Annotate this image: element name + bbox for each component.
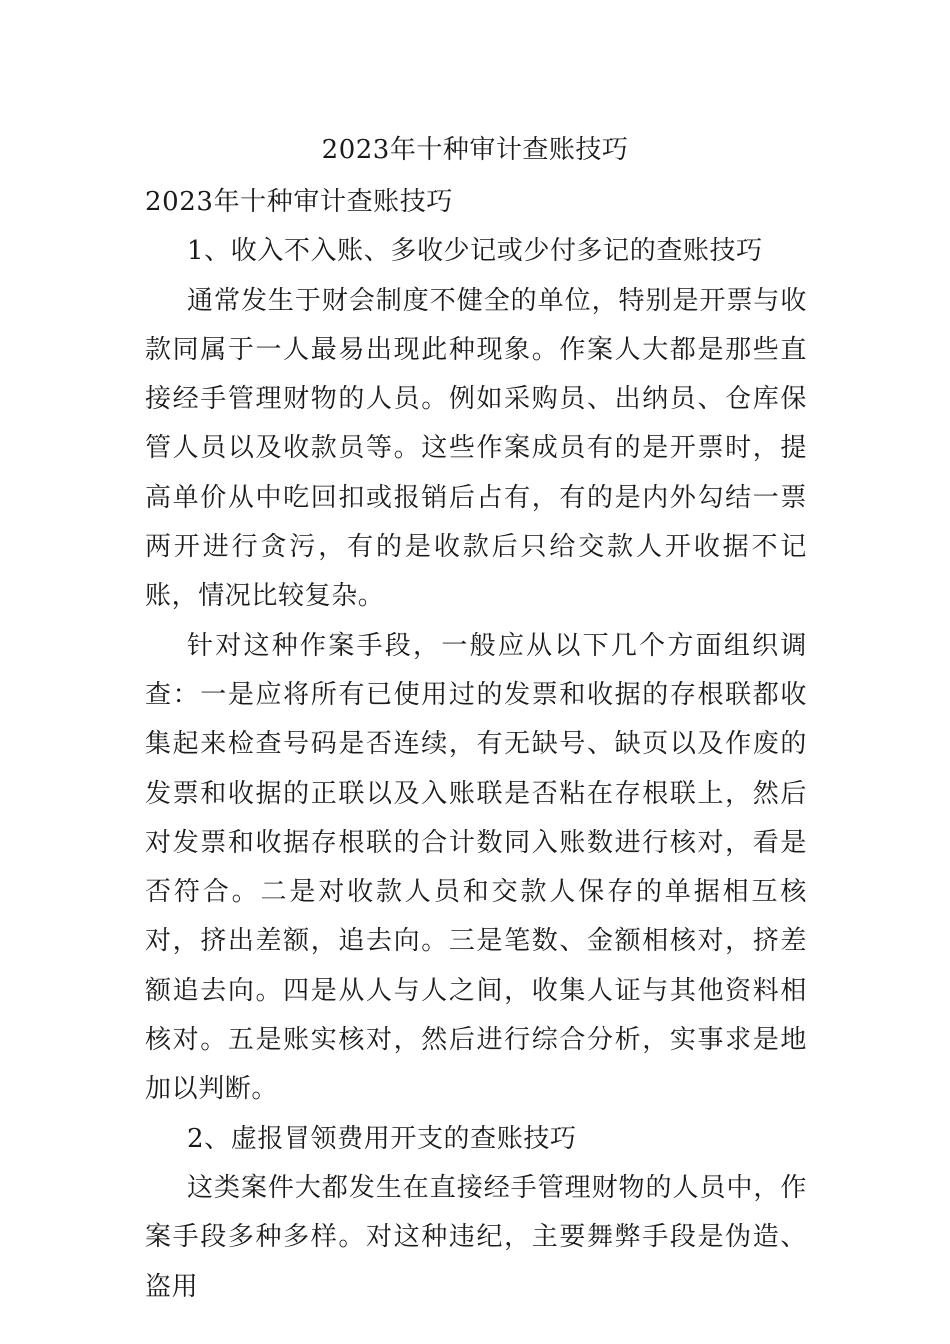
body-paragraph: 这类案件大都发生在直接经手管理财物的人员中，作案手段多种多样。对这种违纪，主要舞弊手段是伪造、盗用	[145, 1172, 807, 1302]
document-title: 2023年十种审计查账技巧	[321, 135, 629, 165]
section-heading-2: 2、虚报冒领费用开支的查账技巧	[187, 1123, 577, 1154]
section-heading-1: 1、收入不入账、多收少记或少付多记的查账技巧	[187, 236, 763, 267]
body-paragraph: 针对这种作案手段，一般应从以下几个方面组织调查：一是应将所有已使用过的发票和收据的存根联都收集起来检查号码是否连续，有无缺号、缺页以及作废的发票和收据的正联以及入账联是否粘在存根联上，然后对发票和收据存根联的合计数同入账数进行核对，看是否符合。二是对收款人员和交款人保存的单据相互核对，挤出差额，追去向。三是笔数、金额相核对，挤差额追去向。四是从人与人之间，收集人证与其他资料相核对。五是账实核对，然后进行综合分析，实事求是地加以判断。	[145, 630, 807, 1105]
body-paragraph: 通常发生于财会制度不健全的单位，特别是开票与收款同属于一人最易出现此种现象。作案人大都是那些直接经手管理财物的人员。例如采购员、出纳员、仓库保管人员以及收款员等。这些作案成员有的是开票时，提高单价从中吃回扣或报销后占有，有的是内外勾结一票两开进行贪污，有的是收款后只给交款人开收据不记账，情况比较复杂。	[145, 285, 807, 612]
document-body	[145, 178, 807, 1312]
subtitle-paragraph: 2023年十种审计查账技巧	[145, 187, 453, 217]
